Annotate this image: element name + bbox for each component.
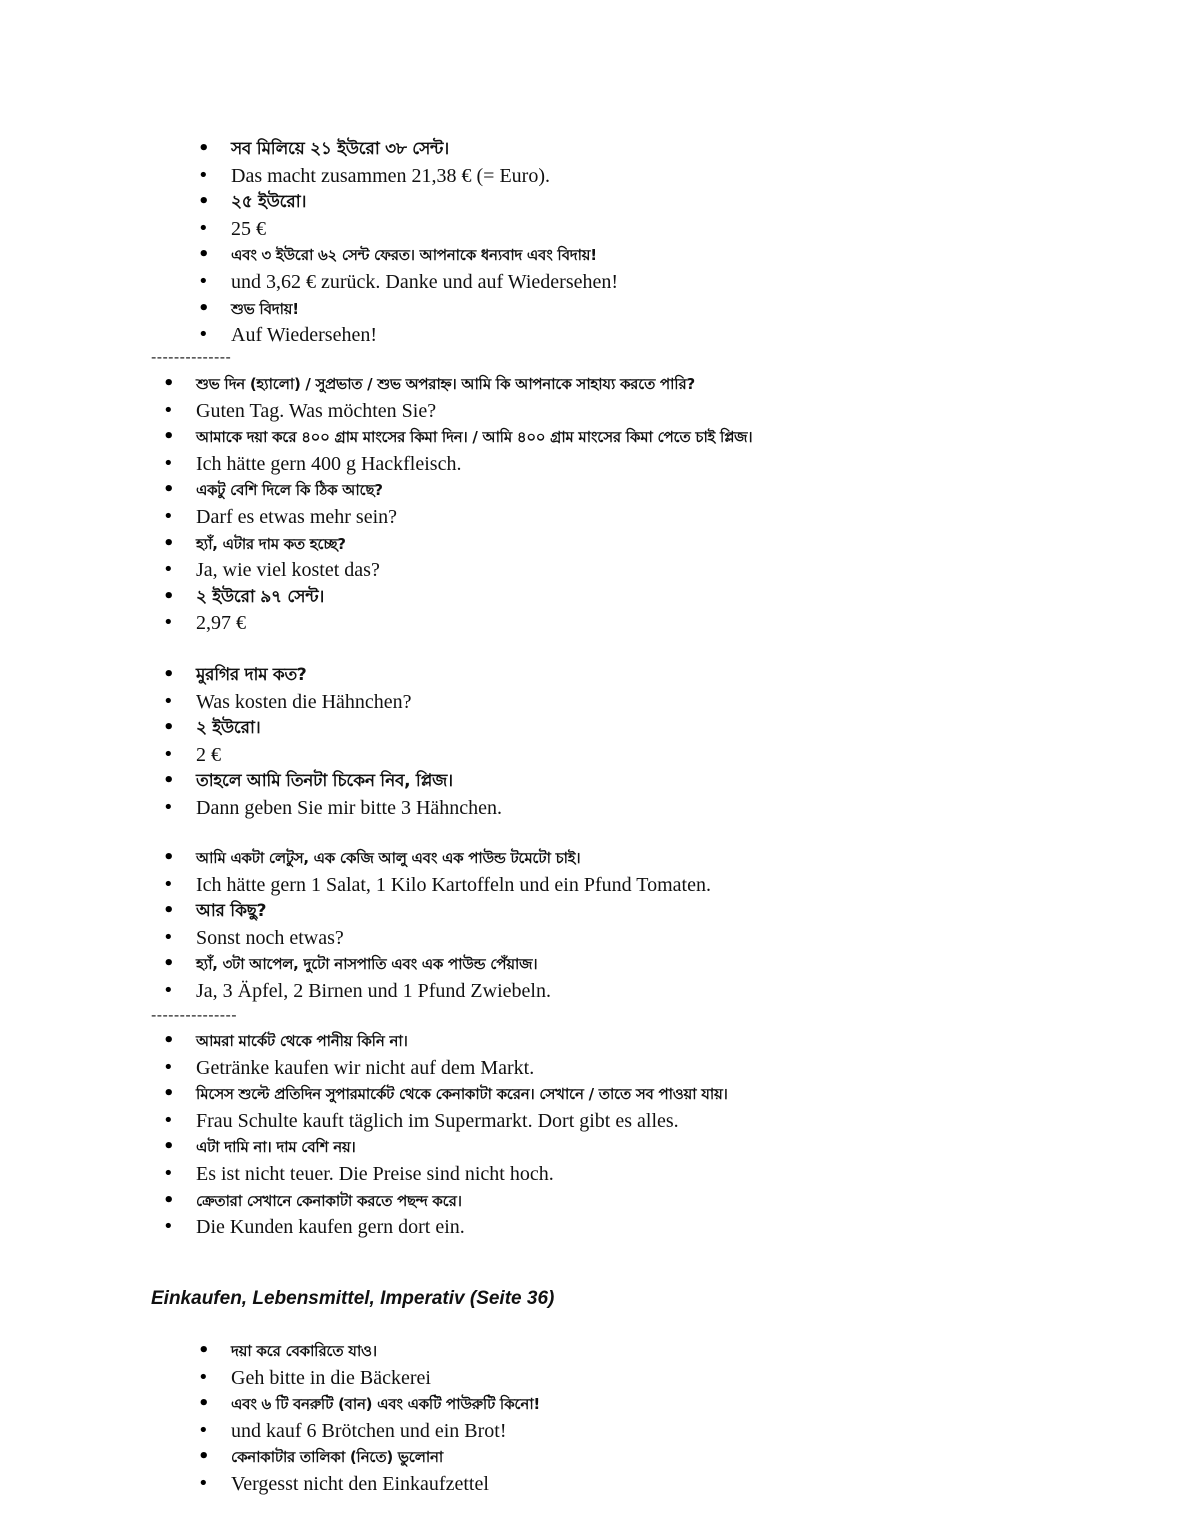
- list-item: • দয়া করে বেকারিতে যাও।: [231, 1338, 540, 1365]
- list-item: • Frau Schulte kauft täglich im Supermarkt. Dort gibt es alles.: [196, 1108, 728, 1135]
- list-item: • আর কিছু?: [196, 898, 711, 925]
- list-item: • Darf es etwas mehr sein?: [196, 504, 752, 531]
- dialogue-list-2: [196, 371, 752, 637]
- list-item: • 2,97 €: [196, 610, 752, 637]
- list-item: • Ja, wie viel kostet das?: [196, 557, 752, 584]
- list-item: • und kauf 6 Brötchen und ein Brot!: [231, 1418, 540, 1445]
- list-item: • কেনাকাটার তালিকা (নিতে) ভুলোনা: [231, 1444, 540, 1471]
- list-item: • মুরগির দাম কত?: [196, 662, 502, 689]
- list-item: • ২ ইউরো ৯৭ সেন্ট।: [196, 584, 752, 611]
- list-item: • Ich hätte gern 400 g Hackfleisch.: [196, 451, 752, 478]
- list-item: • 2 €: [196, 742, 502, 769]
- list-item: • আমাকে দয়া করে ৪০০ গ্রাম মাংসের কিমা দিন। / আমি ৪০০ গ্রাম মাংসের কিমা পেতে চাই প্লিজ।: [196, 424, 752, 451]
- list-item: • Sonst noch etwas?: [196, 925, 711, 952]
- list-item: • মিসেস শুল্টে প্রতিদিন সুপারমার্কেট থেকে কেনাকাটা করেন। সেখানে / তাতে সব পাওয়া যায়।: [196, 1081, 728, 1108]
- list-item: • এবং ৩ ইউরো ৬২ সেন্ট ফেরত। আপনাকে ধন্যবাদ এবং বিদায়!: [231, 242, 618, 269]
- dialogue-list-1: [231, 136, 618, 349]
- list-item: • হ্যাঁ, এটার দাম কত হচ্ছে?: [196, 531, 752, 558]
- list-item: • আমরা মার্কেট থেকে পানীয় কিনি না।: [196, 1028, 728, 1055]
- dialogue-list-5: [196, 1028, 728, 1241]
- list-item: • Auf Wiedersehen!: [231, 322, 618, 349]
- list-item: • ২৫ ইউরো।: [231, 189, 618, 216]
- list-item: • 25 €: [231, 216, 618, 243]
- list-item: • Guten Tag. Was möchten Sie?: [196, 398, 752, 425]
- section-heading: Einkaufen, Lebensmittel, Imperativ (Seite 36): [151, 1288, 555, 1309]
- dialogue-list-3: [196, 662, 502, 822]
- list-item: • Getränke kaufen wir nicht auf dem Markt.: [196, 1055, 728, 1082]
- list-item: • সব মিলিয়ে ২১ ইউরো ৩৮ সেন্ট।: [231, 136, 618, 163]
- list-item: • ক্রেতারা সেখানে কেনাকাটা করতে পছন্দ করে।: [196, 1188, 728, 1215]
- list-item: • শুভ দিন (হ্যালো) / সুপ্রভাত / শুভ অপরাহ্ন। আমি কি আপনাকে সাহায্য করতে পারি?: [196, 371, 752, 398]
- list-item: • Das macht zusammen 21,38 € (= Euro).: [231, 163, 618, 190]
- list-item: • একটু বেশি দিলে কি ঠিক আছে?: [196, 477, 752, 504]
- list-item: • Ja, 3 Äpfel, 2 Birnen und 1 Pfund Zwiebeln.: [196, 978, 711, 1005]
- dialogue-list-6: [231, 1338, 540, 1498]
- list-item: • আমি একটা লেটুস, এক কেজি আলু এবং এক পাউন্ড টমেটো চাই।: [196, 845, 711, 872]
- list-item: • ২ ইউরো।: [196, 715, 502, 742]
- list-item: • এবং ৬ টি বনরুটি (বান) এবং একটি পাউরুটি কিনো!: [231, 1391, 540, 1418]
- list-item: • Die Kunden kaufen gern dort ein.: [196, 1214, 728, 1241]
- list-item: • এটা দামি না। দাম বেশি নয়।: [196, 1134, 728, 1161]
- list-item: • Es ist nicht teuer. Die Preise sind nicht hoch.: [196, 1161, 728, 1188]
- section-divider: ---------------: [151, 1007, 237, 1024]
- list-item: • Was kosten die Hähnchen?: [196, 689, 502, 716]
- list-item: • তাহলে আমি তিনটা চিকেন নিব, প্লিজ।: [196, 768, 502, 795]
- list-item: • হ্যাঁ, ৩টা আপেল, দুটো নাসপাতি এবং এক পাউন্ড পেঁয়াজ।: [196, 951, 711, 978]
- section-divider: --------------: [151, 349, 232, 366]
- list-item: • Geh bitte in die Bäckerei: [231, 1365, 540, 1392]
- list-item: • und 3,62 € zurück. Danke und auf Wiedersehen!: [231, 269, 618, 296]
- list-item: • Dann geben Sie mir bitte 3 Hähnchen.: [196, 795, 502, 822]
- list-item: • Vergesst nicht den Einkaufzettel: [231, 1471, 540, 1498]
- list-item: • শুভ বিদায়!: [231, 296, 618, 323]
- dialogue-list-4: [196, 845, 711, 1005]
- list-item: • Ich hätte gern 1 Salat, 1 Kilo Kartoffeln und ein Pfund Tomaten.: [196, 872, 711, 899]
